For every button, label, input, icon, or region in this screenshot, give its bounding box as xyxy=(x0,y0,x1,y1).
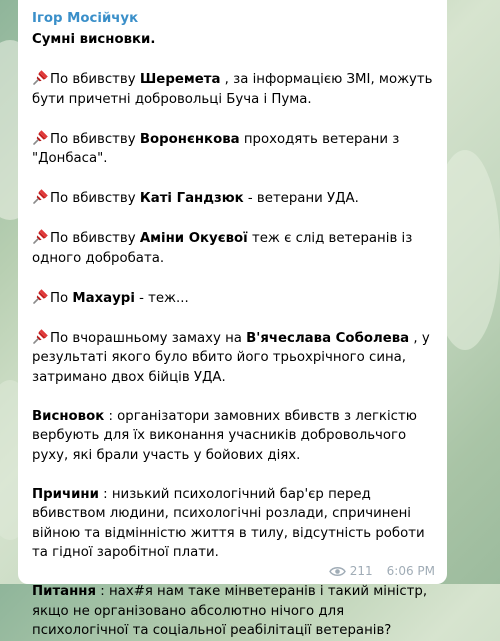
eye-icon xyxy=(329,566,346,577)
text-span: : нах#я нам таке мінветеранів і такий міністр, якщо не організовано абсолютно нічого для психологічної та соціальної реабілітації ветеранів? xyxy=(32,584,428,638)
bold-text: Воронєнкова xyxy=(139,131,240,147)
pushpin-icon xyxy=(32,288,49,304)
text-span: По вбивству xyxy=(50,72,140,87)
pushpin-icon xyxy=(32,69,49,85)
bold-text: Висновок xyxy=(32,408,105,424)
message-paragraph xyxy=(32,129,433,169)
bold-text: Аміни Окуєвої xyxy=(139,231,248,246)
text-span: - теж... xyxy=(134,290,189,306)
message-paragraph xyxy=(32,228,433,268)
bold-text: Шеремета xyxy=(139,72,221,87)
bold-text: Причини xyxy=(32,486,99,502)
bold-text: В'ячеслава Соболева xyxy=(246,330,410,346)
message-title xyxy=(32,30,433,50)
message-paragraph xyxy=(32,485,433,563)
text-span: , за інформацією ЗМІ, можуть бути причетні добровольці Буча і Пума. xyxy=(32,72,433,107)
message-meta xyxy=(329,564,435,578)
text-span: По вбивству xyxy=(50,191,140,206)
message-paragraphs xyxy=(32,69,433,641)
text-span: - ветерани УДА. xyxy=(243,191,359,206)
text-span: теж є слід ветеранів із одного добробата. xyxy=(32,231,413,266)
text-span: проходять ветерани з "Донбаса". xyxy=(32,131,400,166)
pushpin-icon xyxy=(32,188,49,204)
message-author[interactable]: Ігор Мосійчук xyxy=(32,11,139,26)
text-span: : низький психологічний бар'єр перед вбивством людини, психологічні розлади, спричинені війною та відмінністю життя в тилу, відсутність роботи та гідної заробітної плати. xyxy=(32,486,425,560)
text-span: По xyxy=(50,290,73,306)
bold-text: Каті Гандзюк xyxy=(139,191,244,206)
message-paragraph xyxy=(32,188,433,209)
message-paragraph xyxy=(32,582,433,641)
text-span: , у результаті якого було вбито його трьохрічного сина, затримано двох бійців УДА. xyxy=(32,330,430,385)
message-paragraph xyxy=(32,69,433,109)
pushpin-icon xyxy=(32,328,49,344)
bold-text: Питання xyxy=(32,584,97,599)
text-span: : організатори замовних вбивств з легкістю вербують для їх виконання учасників добровольчого руху, які брали участь у бойових діях. xyxy=(32,408,417,463)
text-span: По вбивству xyxy=(50,231,140,246)
view-count: 211 xyxy=(349,564,373,578)
message-paragraph xyxy=(32,288,433,309)
bold-text: Махаурі xyxy=(72,290,135,306)
message-paragraph xyxy=(32,328,433,388)
message-text xyxy=(32,30,433,641)
pushpin-icon xyxy=(32,228,49,244)
message-title-text: Сумні висновки. xyxy=(32,32,156,47)
text-span: По вбивству xyxy=(50,131,140,147)
message-time: 6:06 PM xyxy=(386,564,435,578)
message-bubble[interactable] xyxy=(18,0,447,638)
pushpin-icon xyxy=(32,129,49,145)
text-span: По вчорашньому замаху на xyxy=(50,330,247,346)
message-paragraph xyxy=(32,407,433,466)
